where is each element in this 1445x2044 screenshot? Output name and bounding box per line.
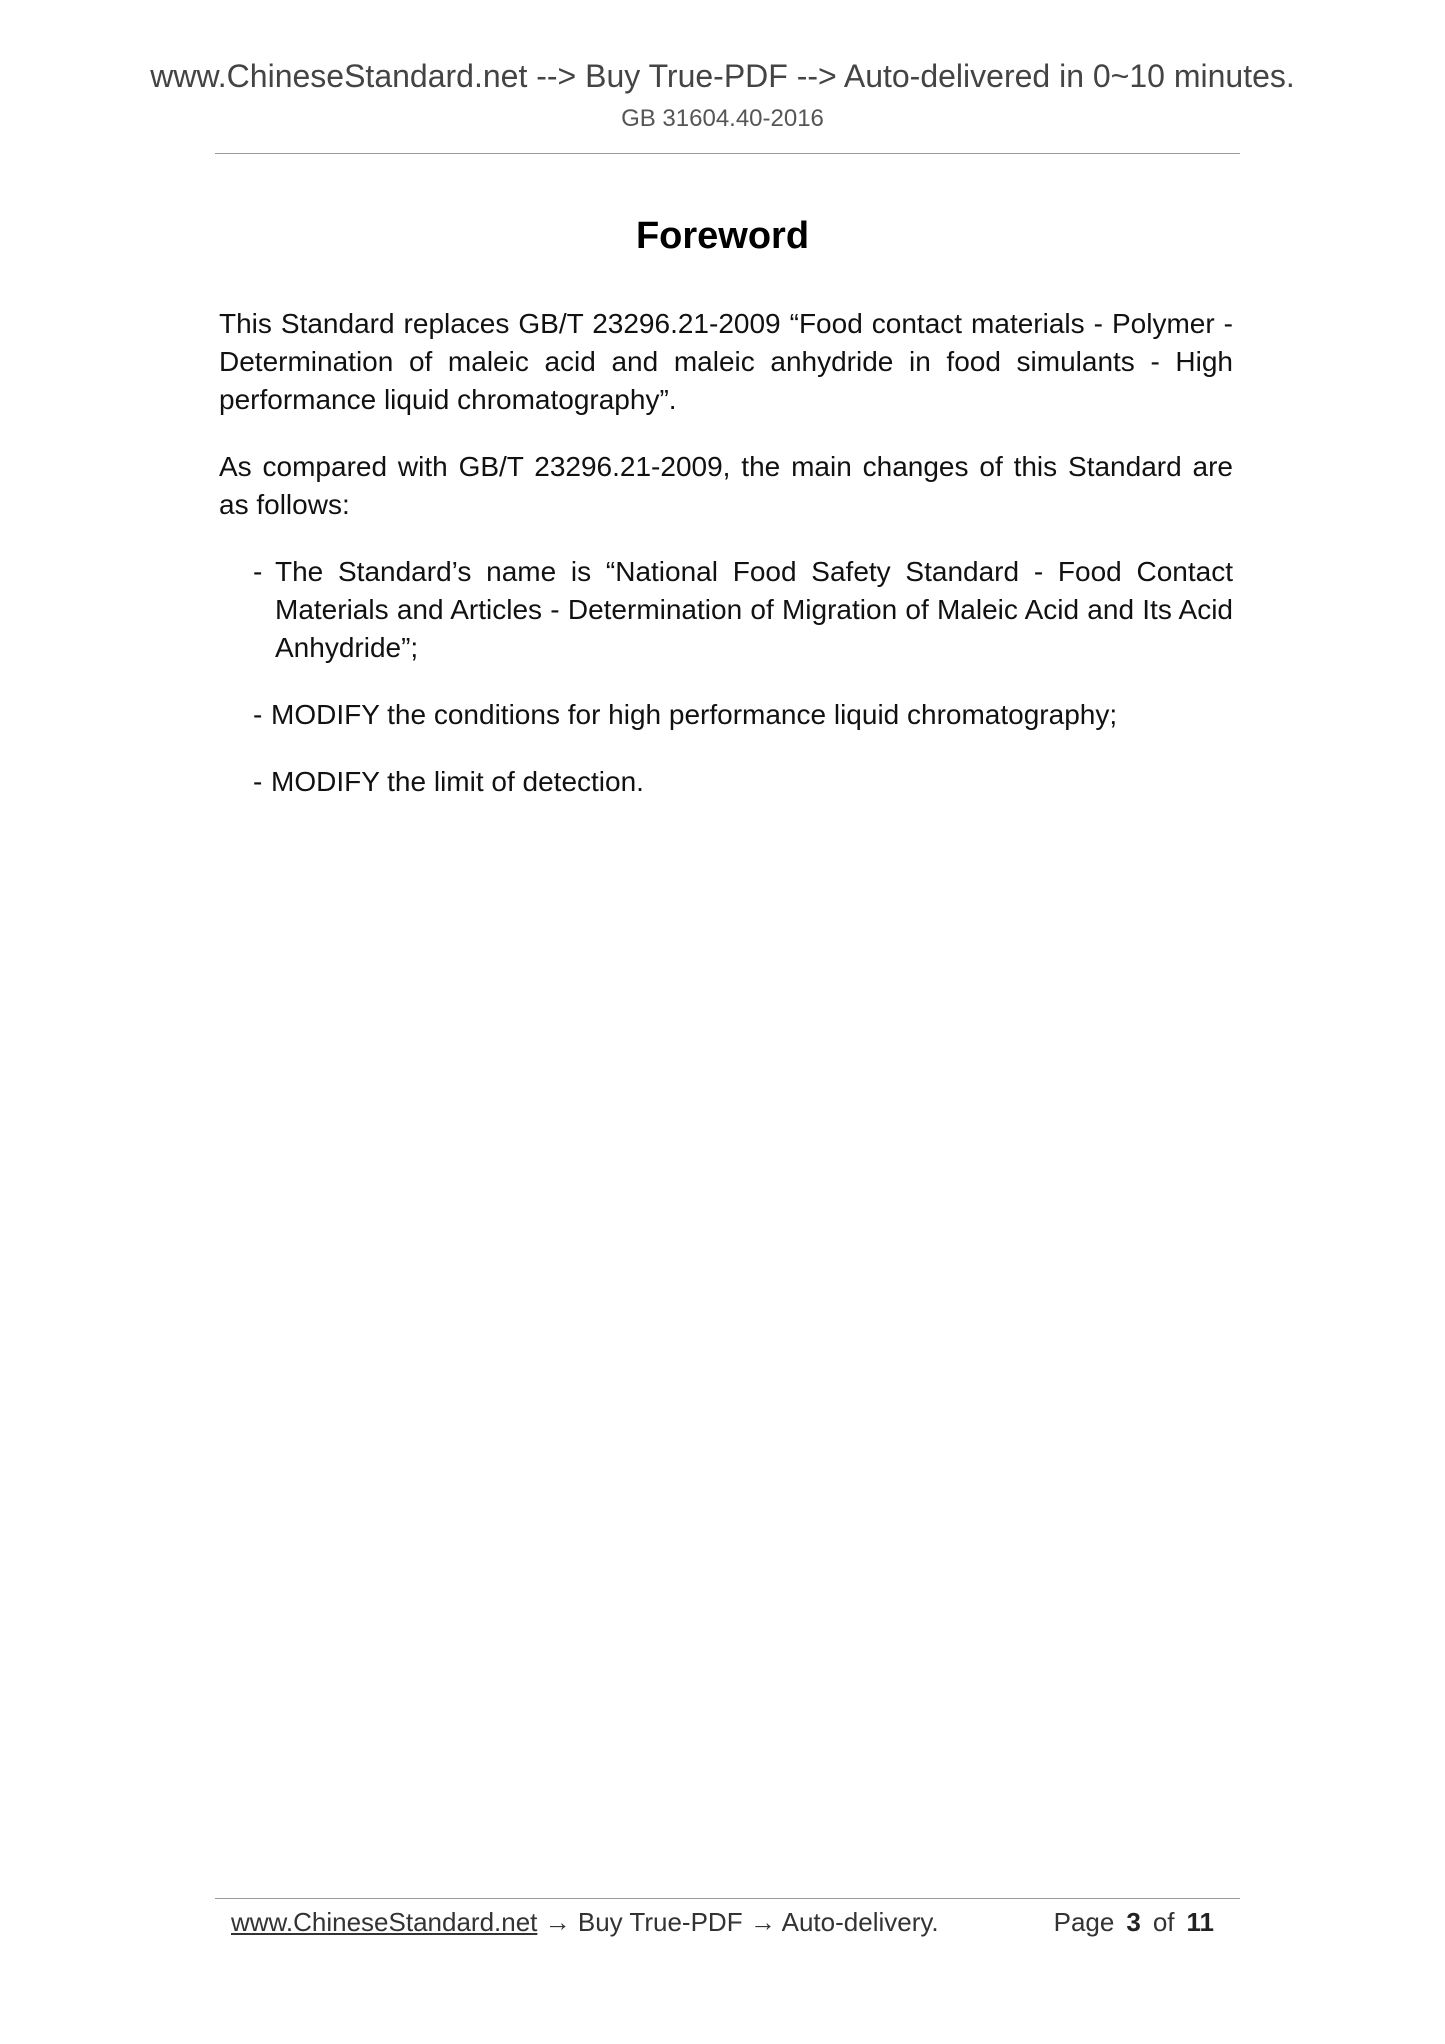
- page-total: 11: [1186, 1907, 1214, 1937]
- foreword-body: [219, 305, 1233, 830]
- page-current: 3: [1126, 1907, 1141, 1937]
- page-label: Page: [1053, 1907, 1115, 1937]
- bullet-dash: -: [253, 699, 263, 730]
- list-item-text: The Standard’s name is “National Food Safety Standard - Food Contact Materials and Articles - Determination of Migration of Maleic Acid and Its Acid Anhydride”;: [275, 556, 1233, 663]
- list-item: [219, 696, 1233, 734]
- header-divider: [215, 153, 1240, 154]
- arrow-right-icon: →: [749, 1907, 776, 1937]
- bullet-dash: -: [253, 766, 263, 797]
- page-footer: [215, 1898, 1240, 1946]
- list-item: [219, 553, 1233, 667]
- arrow-right-icon: →: [544, 1907, 571, 1937]
- list-item: [219, 763, 1233, 801]
- list-item-text: MODIFY the conditions for high performance liquid chromatography;: [271, 699, 1118, 730]
- page-title: Foreword: [635, 215, 810, 257]
- document-code: GB 31604.40-2016: [621, 105, 824, 132]
- paragraph-changes-intro: As compared with GB/T 23296.21-2009, the main changes of this Standard are as follows:: [219, 451, 1233, 520]
- footer-buy-text: Buy True-PDF: [577, 1907, 743, 1937]
- footer-delivery-text: Auto-delivery.: [781, 1907, 939, 1937]
- footer-promo: [231, 1898, 939, 1946]
- page-number: [1054, 1898, 1214, 1946]
- list-item-text: MODIFY the limit of detection.: [271, 766, 644, 797]
- page-of-label: of: [1152, 1907, 1175, 1937]
- paragraph-replaces: This Standard replaces GB/T 23296.21-2009 “Food contact materials - Polymer - Determination of maleic acid and maleic anhydride in food simulants - High performance liquid chromatography”.: [219, 308, 1233, 415]
- bullet-dash: -: [253, 556, 263, 587]
- changes-list: [219, 553, 1233, 801]
- footer-site-link[interactable]: www.ChineseStandard.net: [231, 1907, 538, 1937]
- top-banner: www.ChineseStandard.net --> Buy True-PDF --> Auto-delivered in 0~10 minutes.: [150, 58, 1295, 94]
